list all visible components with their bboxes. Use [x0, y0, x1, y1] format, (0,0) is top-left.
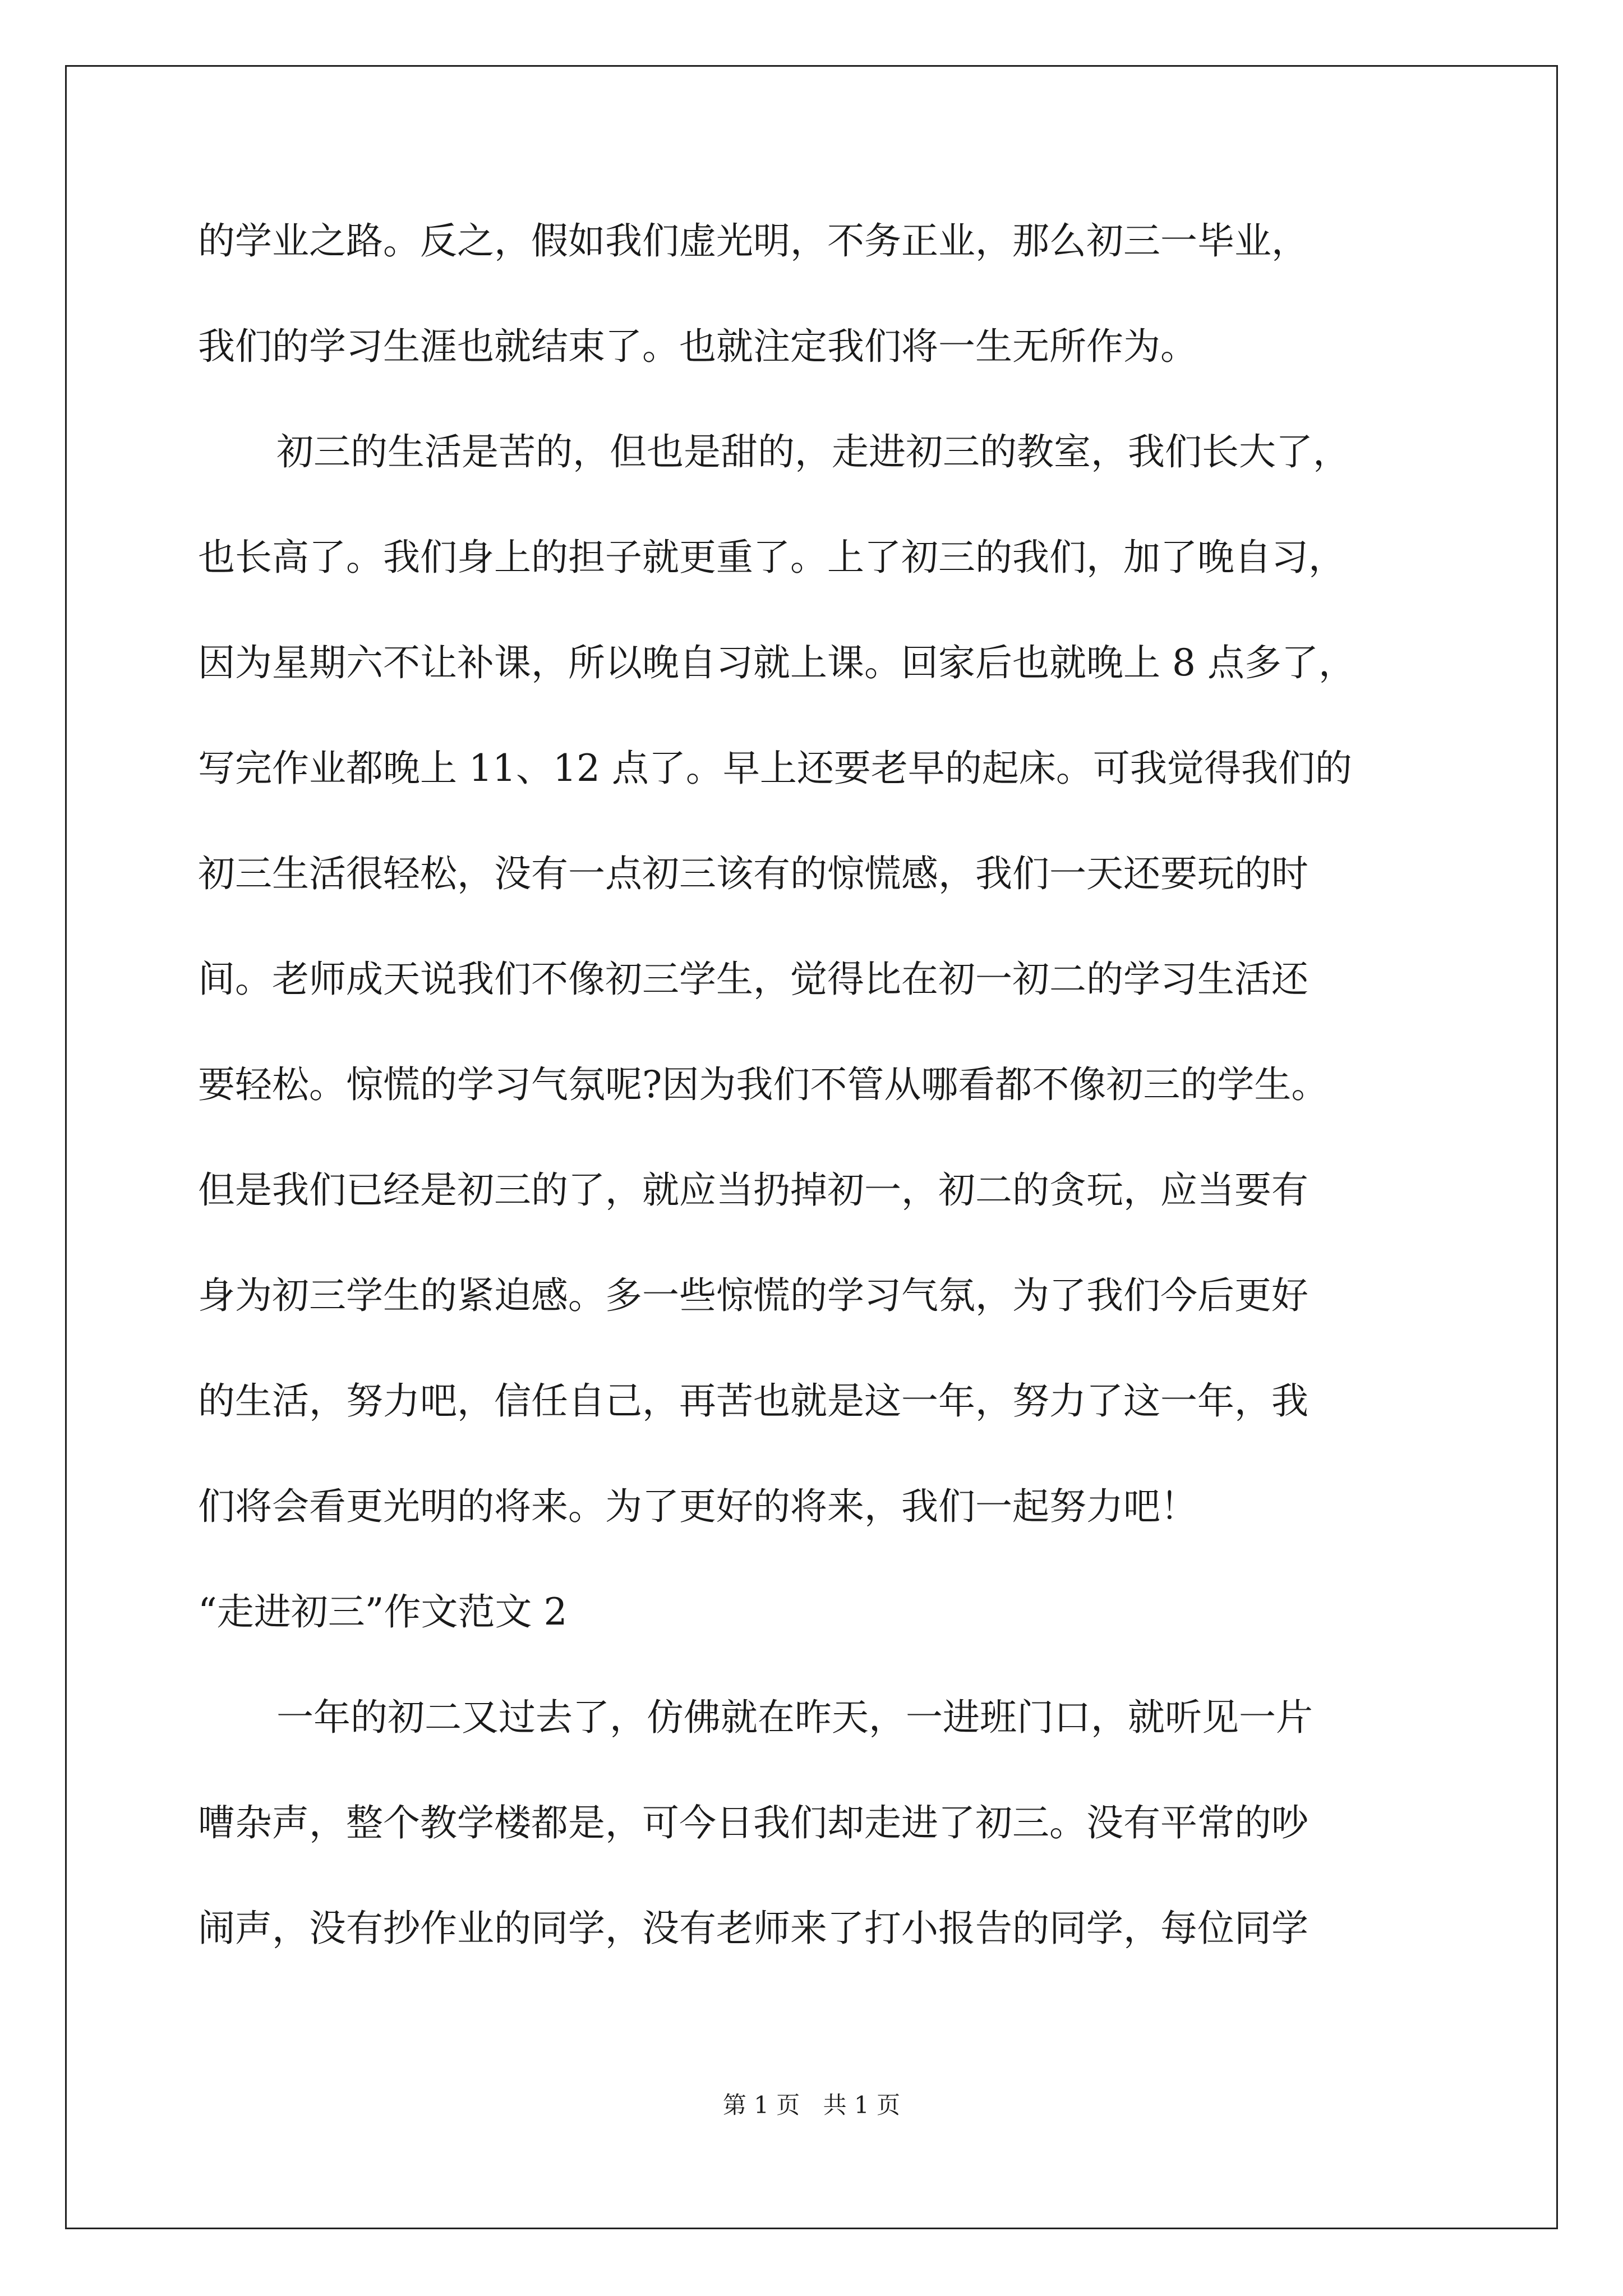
text-line: 我们的学习生涯也就结束了。也就注定我们将一生无所作为。	[198, 325, 1197, 368]
section-heading: “走进初三”作文范文 2	[198, 1590, 568, 1634]
text-line: 因为星期六不让补课，所以晚自习就上课。回家后也就晚上 8 点多了，	[198, 641, 1355, 684]
page-total: 共 1 页	[823, 2091, 901, 2119]
text-line: 的生活，努力吧，信任自己，再苦也就是这一年，努力了这一年，我	[198, 1379, 1308, 1423]
text-line: 也长高了。我们身上的担子就更重了。上了初三的我们，加了晚自习，	[198, 536, 1345, 579]
text-line: 嘈杂声，整个教学楼都是，可今日我们却走进了初三。没有平常的吵	[198, 1801, 1308, 1844]
paragraph-start-line: 初三的生活是苦的，但也是甜的，走进初三的教室，我们长大了，	[276, 430, 1350, 473]
text-line: 身为初三学生的紧迫感。多一些惊慌的学习气氛，为了我们今后更好	[198, 1274, 1308, 1317]
text-line: 间。老师成天说我们不像初三学生，觉得比在初一初二的学习生活还	[198, 958, 1308, 1001]
page-footer	[0, 2087, 1623, 2120]
text-line: 的学业之路。反之，假如我们虚光明，不务正业，那么初三一毕业，	[198, 219, 1308, 263]
text-line: 但是我们已经是初三的了，就应当扔掉初一，初二的贪玩，应当要有	[198, 1168, 1308, 1212]
text-line: 写完作业都晚上 11、12 点了。早上还要老早的起床。可我觉得我们的	[198, 747, 1352, 790]
text-line: 们将会看更光明的将来。为了更好的将来，我们一起努力吧！	[198, 1485, 1197, 1528]
text-line: 初三生活很轻松，没有一点初三该有的惊慌感，我们一天还要玩的时	[198, 852, 1308, 895]
paragraph-start-line: 一年的初二又过去了，仿佛就在昨天，一进班门口，就听见一片	[276, 1696, 1313, 1739]
page-number: 第 1 页	[722, 2091, 800, 2119]
text-line: 闹声，没有抄作业的同学，没有老师来了打小报告的同学，每位同学	[198, 1907, 1308, 1950]
text-line: 要轻松。惊慌的学习气氛呢?因为我们不管从哪看都不像初三的学生。	[198, 1063, 1329, 1106]
